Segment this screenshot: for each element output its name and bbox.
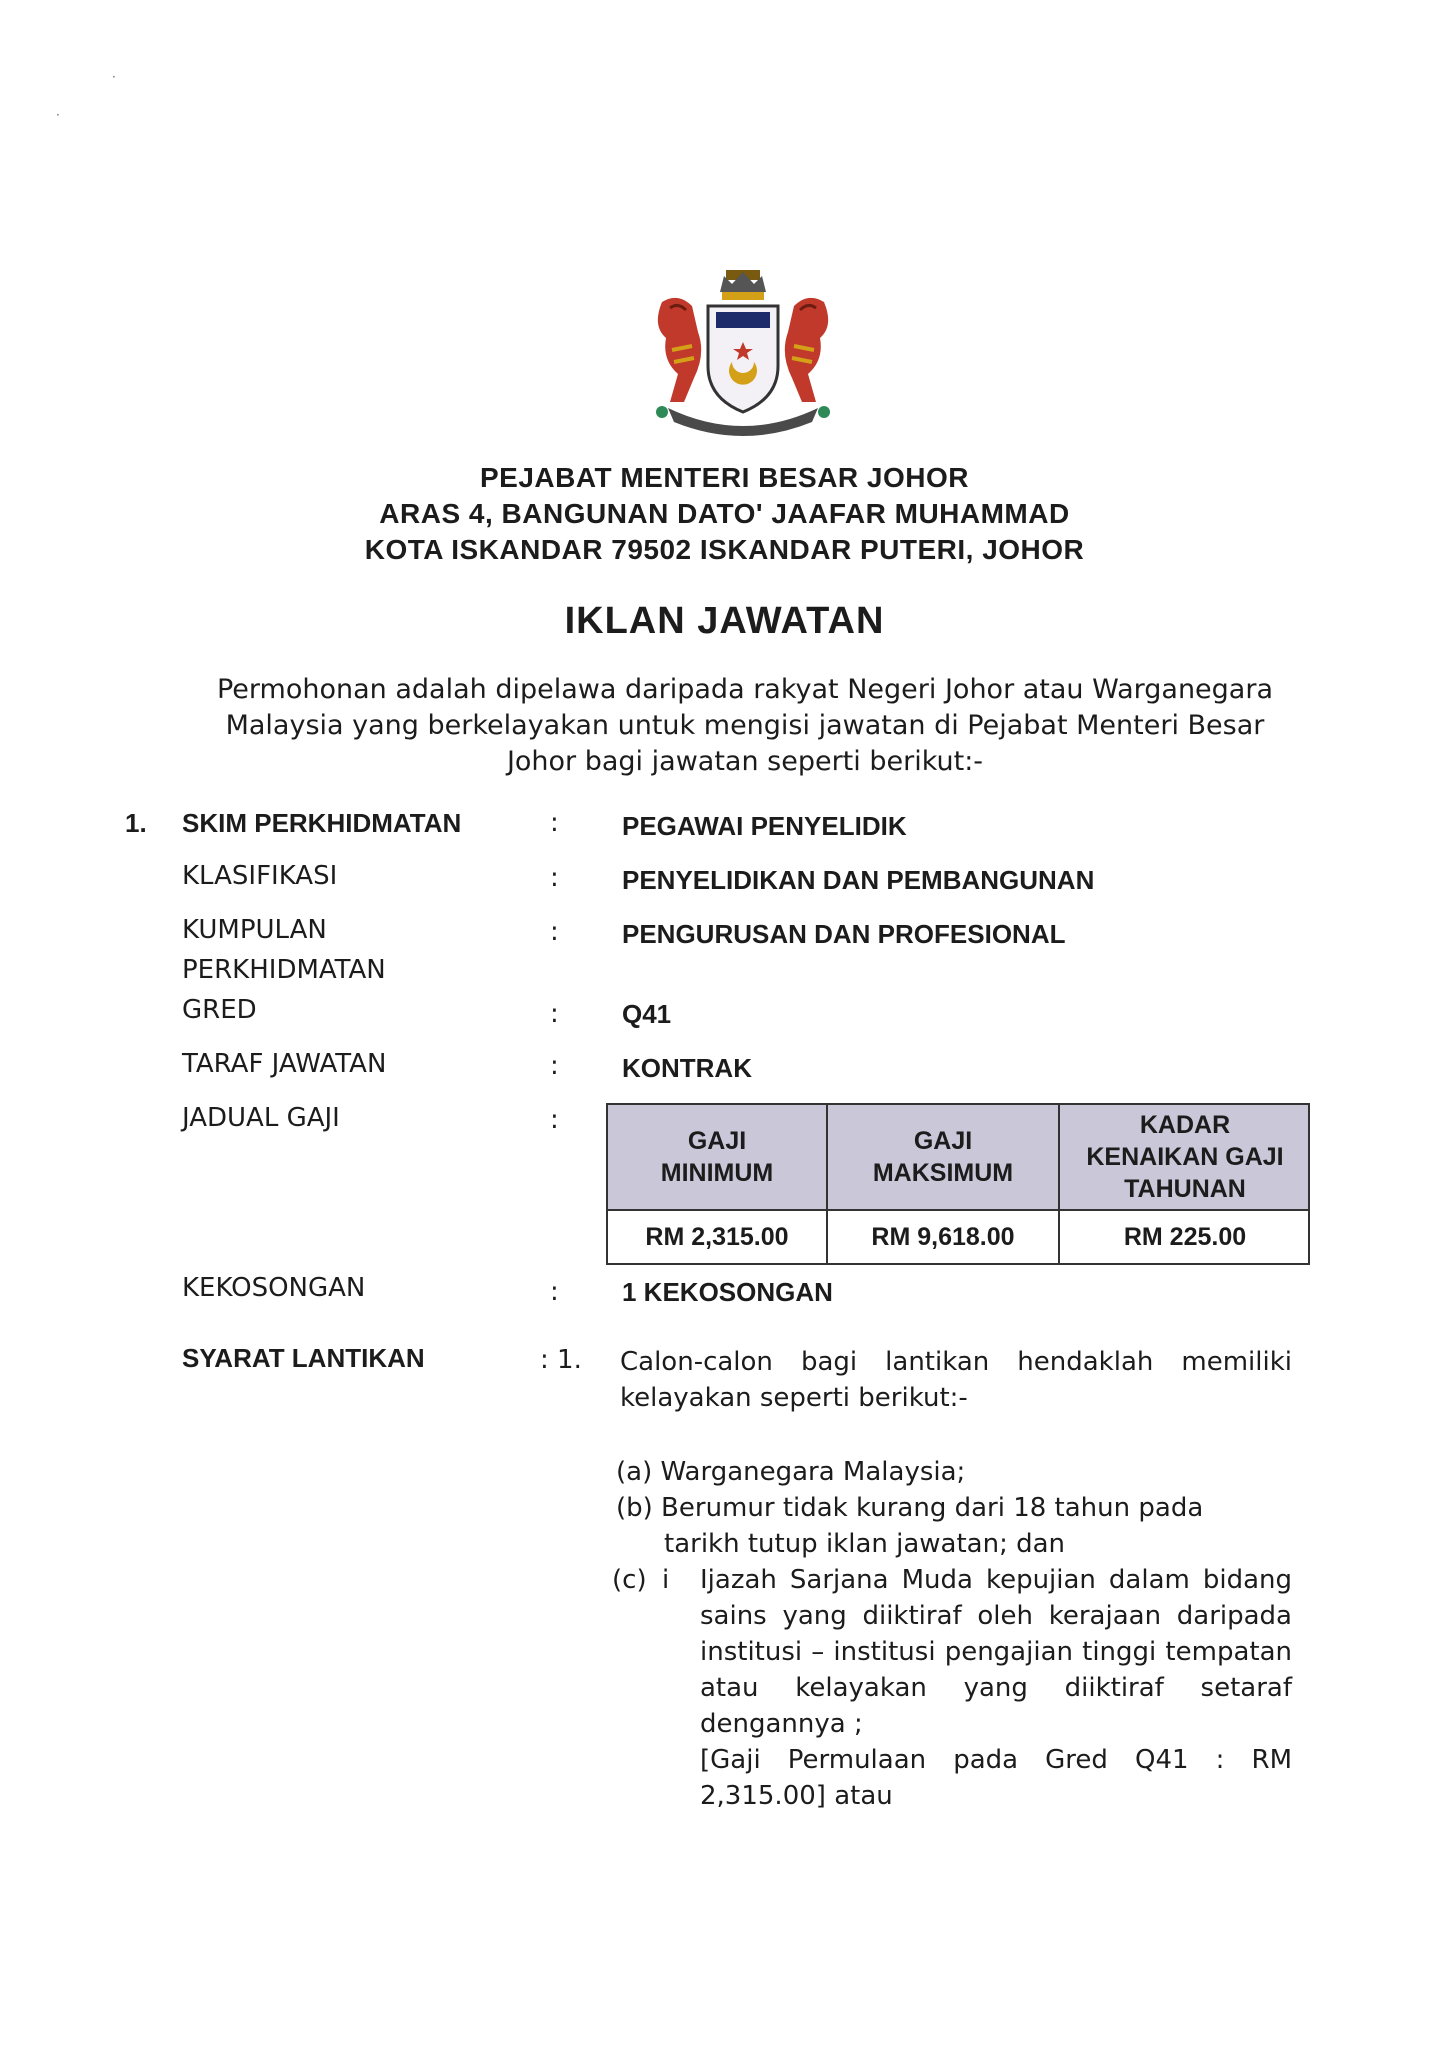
label-klasifikasi: KLASIFIKASI [182,861,338,891]
colon: : [550,808,559,838]
header-gaji-minimum: GAJI MINIMUM [608,1105,828,1209]
page-title: IKLAN JAWATAN [564,600,885,642]
requirement-a: (a) Warganegara Malaysia; [616,1457,966,1487]
item-number: 1. [125,808,147,838]
colon: : [550,1051,559,1081]
requirement-b-line1: (b) Berumur tidak kurang dari 18 tahun pada [616,1493,1204,1523]
value-gaji-minimum: RM 2,315.00 [608,1211,828,1263]
address-line-2: KOTA ISKANDAR 79502 ISKANDAR PUTERI, JOHOR [364,534,1085,565]
label-syarat-lantikan: SYARAT LANTIKAN [182,1343,425,1373]
label-kekosongan: KEKOSONGAN [182,1273,366,1303]
value-skim-perkhidmatan: PEGAWAI PENYELIDIK [622,811,907,841]
requirement-intro-line2: kelayakan seperti berikut:- [620,1383,968,1413]
value-klasifikasi: PENYELIDIKAN DAN PEMBANGUNAN [622,865,1095,895]
requirement-c-line7: 2,315.00] atau [700,1781,893,1811]
value-kumpulan-perkhidmatan: PENGURUSAN DAN PROFESIONAL [622,919,1066,949]
scan-speck: · [112,70,116,84]
requirement-c-line2: sains yang diiktiraf oleh kerajaan daripada [700,1601,1292,1631]
requirement-c-line6: [Gaji Permulaan pada Gred Q41 : RM [700,1745,1292,1775]
value-gaji-maksimum: RM 9,618.00 [828,1211,1060,1263]
label-jadual-gaji: JADUAL GAJI [182,1103,340,1133]
requirement-c-line1: Ijazah Sarjana Muda kepujian dalam bidang [700,1565,1292,1595]
syarat-number: : 1. [540,1345,582,1375]
label-kumpulan-line2: PERKHIDMATAN [182,955,386,985]
colon: : [550,917,559,947]
intro-paragraph: Permohonan adalah dipelawa daripada rakyat Negeri Johor atau Warganegara Malaysia yang berkelayakan untuk mengisi jawatan di Pejabat Menteri Besar Johor bagi jawatan seperti berikut:- [216,674,1274,777]
requirement-b-line2: tarikh tutup iklan jawatan; dan [664,1529,1066,1559]
label-kumpulan-line1: KUMPULAN [182,915,327,945]
label-skim-perkhidmatan: SKIM PERKHIDMATAN [182,808,462,838]
requirement-c-line3: institusi – institusi pengajian tinggi tempatan [700,1637,1292,1667]
requirement-intro-line1: Calon-calon bagi lantikan hendaklah memiliki [620,1347,1292,1377]
colon: : [550,1277,559,1307]
requirement-c-prefix: (c) [612,1565,647,1595]
address-line-1: ARAS 4, BANGUNAN DATO' JAAFAR MUHAMMAD [379,498,1070,529]
label-taraf-jawatan: TARAF JAWATAN [182,1049,387,1079]
johor-coat-of-arms-icon [632,262,854,442]
requirement-c-line4: atau kelayakan yang diiktiraf setaraf [700,1673,1292,1703]
header-kadar-kenaikan: KADAR KENAIKAN GAJI TAHUNAN [1086,1111,1284,1203]
header-gaji-maksimum: GAJI MAKSIMUM [828,1105,1060,1209]
requirement-c-line5: dengannya ; [700,1709,863,1739]
office-name: PEJABAT MENTERI BESAR JOHOR [479,462,970,493]
requirement-c-roman: i [662,1565,670,1595]
value-gred: Q41 [622,999,672,1029]
value-kadar-kenaikan: RM 225.00 [1123,1222,1247,1251]
scan-speck: · [56,108,60,122]
colon: : [550,863,559,893]
salary-table [606,1103,1310,1265]
colon: : [550,1105,559,1135]
colon: : [550,999,559,1029]
value-kekosongan: 1 KEKOSONGAN [622,1277,833,1307]
label-gred: GRED [182,995,257,1025]
value-taraf-jawatan: KONTRAK [622,1053,752,1083]
